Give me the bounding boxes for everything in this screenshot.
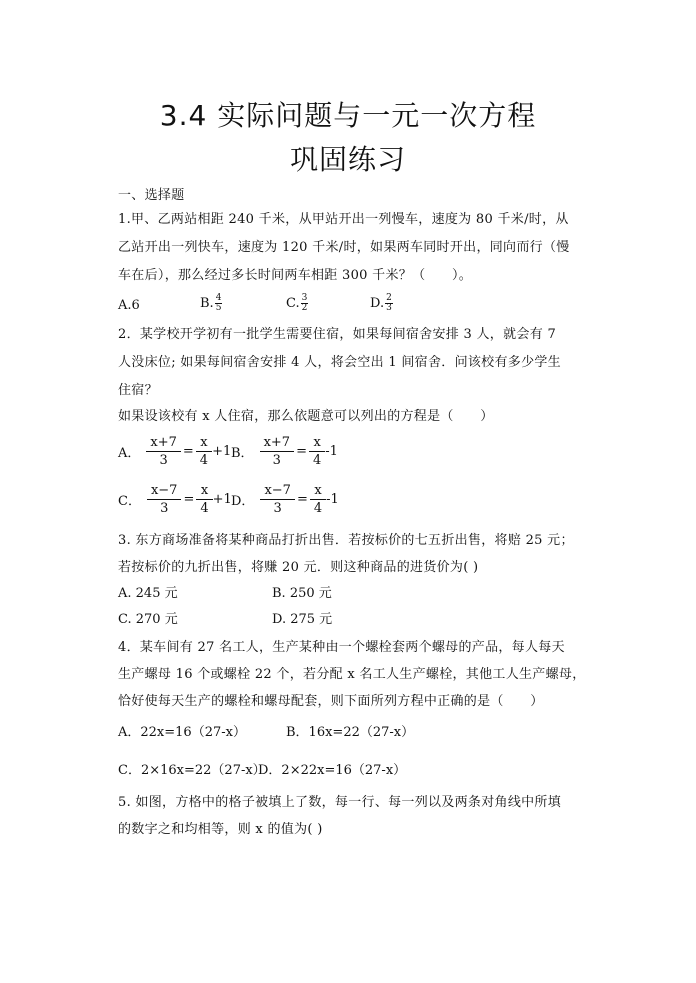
q1-option-c-fraction <box>301 294 309 313</box>
section-heading: 一、选择题 <box>118 188 185 203</box>
q4-option-b: B．16x=22（27-x） <box>286 725 415 740</box>
q4-option-a: A．22x=16（27-x） <box>118 725 246 740</box>
fraction-numerator: x+7 <box>260 434 295 452</box>
q3-option-d: D. 275 元 <box>272 612 333 627</box>
q3-option-a: A. 245 元 <box>118 586 178 601</box>
equation-tail: +1 <box>212 444 232 459</box>
equals-sign: = <box>296 492 308 507</box>
option-label: B． <box>231 446 254 461</box>
q2-option-b <box>231 434 338 469</box>
q3-option-b: B. 250 元 <box>272 586 332 601</box>
q4-line-2: 生产螺母 16 个或螺栓 22 个，若分配 x 名工人生产螺栓，其他工人生产螺母， <box>118 667 586 682</box>
fraction-denominator: 3 <box>386 303 392 313</box>
q4-option-d: D．2×22x=16（27-x） <box>258 763 407 778</box>
fraction-numerator: x <box>196 434 212 452</box>
q2-line-1: 2．某学校开学初有一批学生需要住宿，如果每间宿舍安排 3 人，就会有 7 <box>118 327 557 342</box>
fraction-denominator: 4 <box>199 453 209 468</box>
fraction-numerator: 4 <box>215 293 222 303</box>
option-label: C． <box>118 494 141 509</box>
fraction-numerator: 2 <box>386 293 392 303</box>
document-title: 3.4 实际问题与一元一次方程 <box>159 99 537 132</box>
q1-option-d-label: D. <box>370 296 385 311</box>
fraction-denominator: 4 <box>200 501 209 516</box>
equals-sign: = <box>296 444 307 459</box>
equation-fraction <box>310 482 326 517</box>
q1-option-b-label: B. <box>200 296 214 311</box>
fraction-denominator: 3 <box>272 453 281 468</box>
equation-fraction <box>260 434 295 469</box>
q2-option-d <box>231 482 339 517</box>
equation-tail: +1 <box>212 492 232 507</box>
q3-option-c: C. 270 元 <box>118 612 178 627</box>
fraction-denominator: 3 <box>159 453 168 468</box>
q2-option-a <box>118 434 231 469</box>
q4-line-1: 4．某车间有 27 名工人，生产某种由一个螺栓套两个螺母的产品，每人每天 <box>118 640 565 655</box>
equation-fraction <box>147 482 182 517</box>
document-subtitle: 巩固练习 <box>289 143 406 176</box>
q4-line-3: 恰好使每天生产的螺栓和螺母配套，则下面所列方程中正确的是（ ） <box>118 694 544 709</box>
equation-tail: -1 <box>326 492 339 507</box>
equation-fraction <box>196 482 212 517</box>
fraction-denominator: 5 <box>215 303 222 313</box>
fraction-numerator: x <box>196 482 212 500</box>
equation-fraction <box>146 434 181 469</box>
q1-option-d <box>370 294 394 313</box>
q2-line-2: 人没床位; 如果每间宿舍安排 4 人，将会空出 1 间宿舍．问该校有多少学生 <box>118 355 561 370</box>
q1-option-c-label: C. <box>286 296 300 311</box>
equation-fraction <box>260 482 295 517</box>
equals-sign: = <box>183 492 195 507</box>
fraction-numerator: x <box>310 482 326 500</box>
fraction-numerator: x+7 <box>146 434 181 452</box>
fraction-numerator: x−7 <box>260 482 295 500</box>
fraction-numerator: 3 <box>301 293 308 303</box>
equation-fraction <box>309 434 325 469</box>
q1-line-1: 1.甲、乙两站相距 240 千米，从甲站开出一列慢车，速度为 80 千米/时，从 <box>118 212 569 227</box>
equals-sign: = <box>182 444 194 459</box>
q1-option-b-fraction <box>215 294 223 313</box>
q1-option-d-fraction <box>385 294 393 313</box>
fraction-denominator: 2 <box>301 303 308 313</box>
fraction-denominator: 4 <box>313 501 323 516</box>
q1-line-3: 车在后），那么经过多长时间两车相距 300 千米？（ ）。 <box>118 268 473 283</box>
q2-option-c <box>118 482 232 517</box>
option-label: A． <box>118 446 141 461</box>
q3-line-1: 3. 东方商场准备将某种商品打折出售．若按标价的七五折出售，将赔 25 元； <box>118 533 574 548</box>
q3-line-2: 若按标价的九折出售，将赚 20 元．则这种商品的进货价为( ) <box>118 560 479 575</box>
q5-line-2: 的数字之和均相等，则 x 的值为( ) <box>118 822 323 837</box>
q1-option-b <box>200 294 223 313</box>
equation-fraction <box>196 434 212 469</box>
fraction-numerator: x <box>309 434 325 452</box>
fraction-denominator: 3 <box>273 501 282 516</box>
q2-line-4: 如果设该校有 x 人住宿，那么依题意可以列出的方程是（ ） <box>118 409 494 424</box>
q4-option-c: C．2×16x=22（27-x） <box>118 763 266 778</box>
q1-option-c <box>286 294 309 313</box>
q1-line-2: 乙站开出一列快车，速度为 120 千米/时，如果两车同时开出，同向而行（慢 <box>118 240 570 255</box>
fraction-numerator: x−7 <box>147 482 182 500</box>
q1-option-a: A.6 <box>118 298 140 313</box>
q2-line-3: 住宿？ <box>118 383 158 398</box>
equation-tail: -1 <box>325 444 338 459</box>
fraction-denominator: 4 <box>312 453 322 468</box>
fraction-denominator: 3 <box>160 501 169 516</box>
q5-line-1: 5. 如图，方格中的格子被填上了数，每一行、每一列以及两条对角线中所填 <box>118 795 562 810</box>
option-label: D． <box>231 494 255 509</box>
